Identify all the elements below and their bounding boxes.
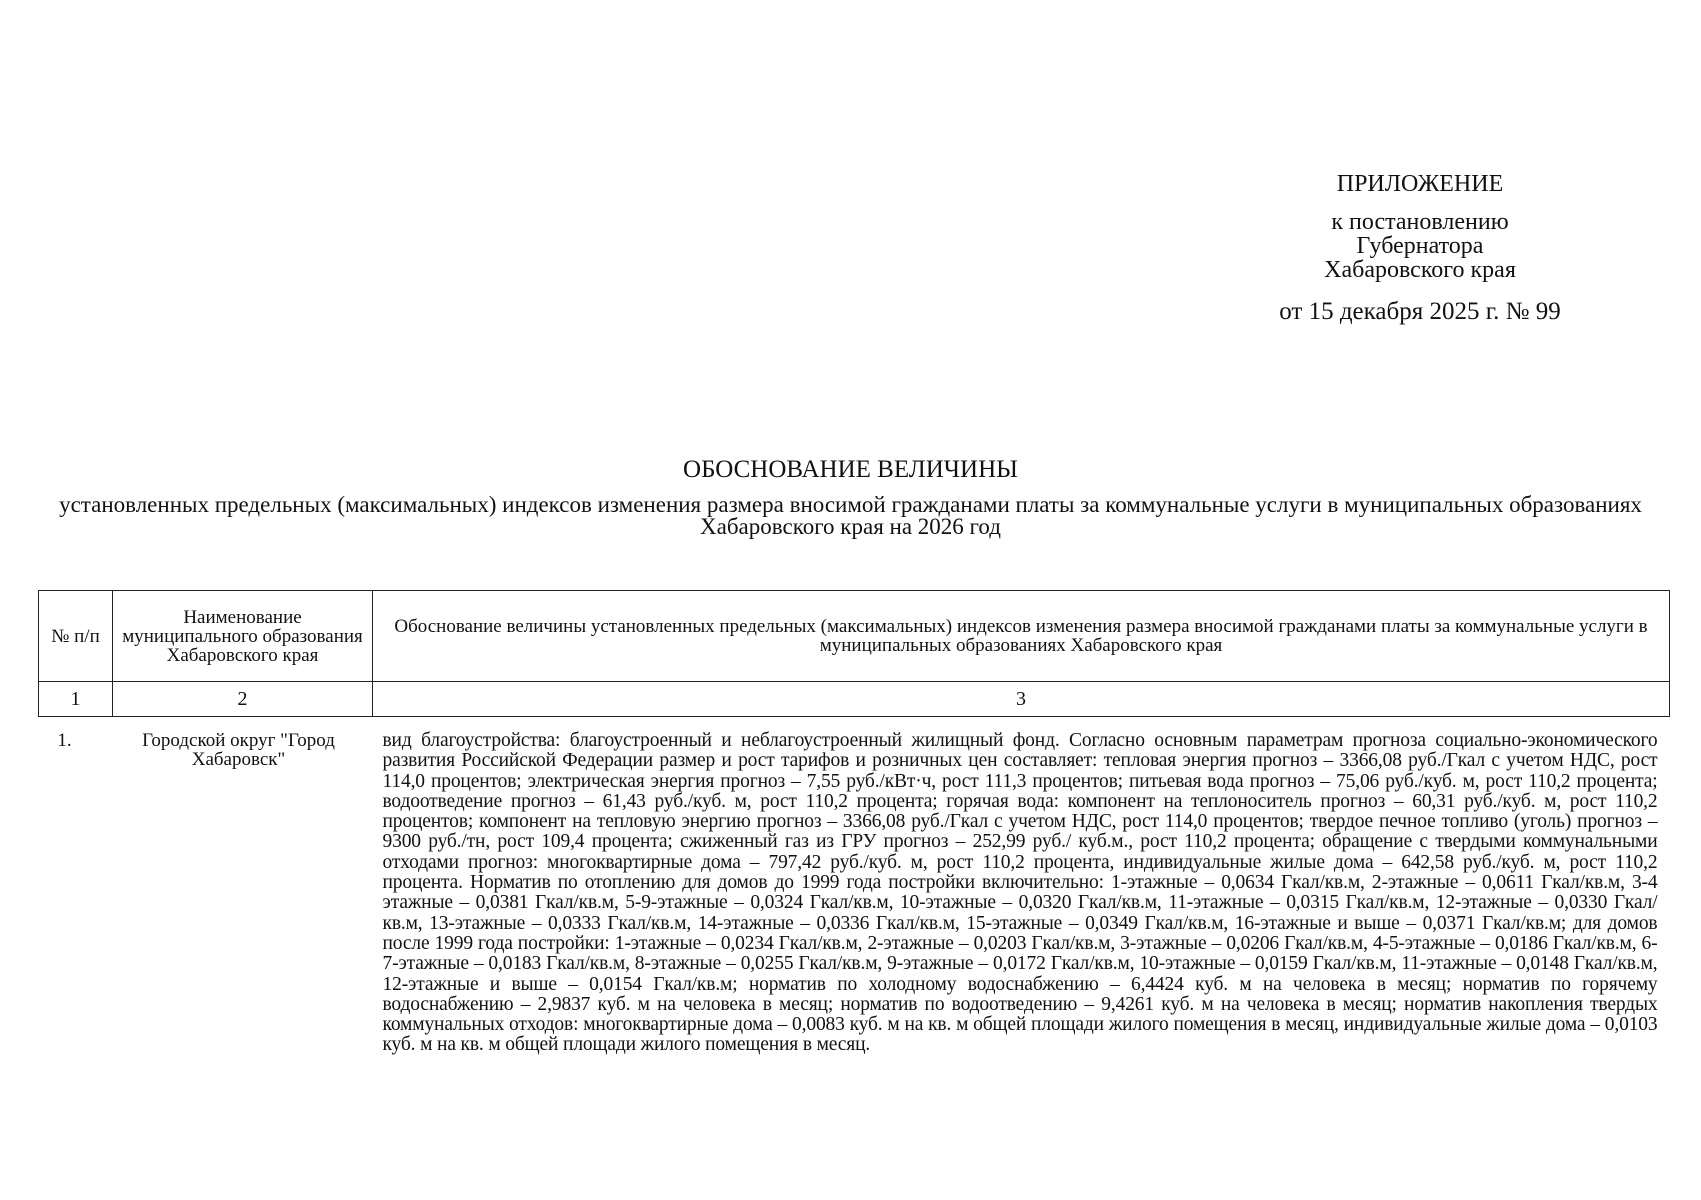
appendix-title: ПРИЛОЖЕНИЕ <box>1336 171 1504 197</box>
appendix-block <box>1240 172 1600 324</box>
header-cell-municipality: Наименование муниципального образования Хабаровского края <box>113 591 373 682</box>
row-municipality-name: Городской округ "Город Хабаровск" <box>142 730 335 770</box>
header-cell-number: № п/п <box>39 591 113 682</box>
appendix-line-resolution: к постановлению <box>1331 209 1509 235</box>
column-number-1: 1 <box>39 682 113 717</box>
document-title: ОБОСНОВАНИЕ ВЕЛИЧИНЫ <box>683 456 1018 483</box>
justification-table <box>38 590 1670 1058</box>
appendix-line-region: Хабаровского края <box>1324 257 1516 283</box>
appendix-date-number: от 15 декабря 2025 г. № 99 <box>1279 298 1561 325</box>
column-number-2: 2 <box>113 682 373 717</box>
header-cell-justification: Обоснование величины установленных предельных (максимальных) индексов изменения размера вносимой гражданами платы за коммунальные услуги в муниципальных образованиях Хабаровского края <box>373 591 1670 682</box>
document-subtitle: установленных предельных (максимальных) индексов изменения размера вносимой гражданами платы за коммунальные услуги в муниципальных образованиях Хабаровского края на 2026 год <box>59 492 1642 539</box>
table-row <box>39 723 1670 1058</box>
row-justification-text: вид благоустройства: благоустроенный и неблагоустроенный жилищный фонд. Согласно основным параметрам прогноза социально-экономического развития Российской Федерации размер и рост тарифов и розничных цен составляет: тепловая энергия прогноз – 3366,08 руб./Гкал с учетом НДС, рост 114,0 процентов; электрическая энергия прогноз – 7,55 руб./кВт·ч, рост 111,3 процентов; питьевая вода прогноз – 75,06 руб./куб. м, рост 110,2 процента; водоотведение прогноз – 61,43 руб./куб. м, рост 110,2 процента; горячая вода: компонент на теплоноситель прогноз – 60,31 руб./куб. м, рост 110,2 процентов; компонент на тепловую энергию прогноз – 3366,08 руб./Гкал с учетом НДС, рост 114,0 процентов; твердое печное топливо (уголь) прогноз – 9300 руб./тн, рост 109,4 процента; сжиженный газ из ГРУ прогноз – 252,99 руб./ куб.м., рост 110,2 процента; обращение с твердыми коммунальными отходами прогноз: многоквартирные дома – 797,42 руб./куб. м, рост 110,2 процента, индивидуальные жилые дома – 642,58 руб./куб. м, рост 110,2 процента. Норматив по отоплению для домов до 1999 года постройки включительно: 1-этажные – 0,0634 Гкал/кв.м, 2-этажные – 0,0611 Гкал/кв.м, 3-4 этажные – 0,0381 Гкал/кв.м, 5-9-этажные – 0,0324 Гкал/кв.м, 10-этажные – 0,0320 Гкал/кв.м, 11-этажные – 0,0315 Гкал/кв.м, 12-этажные – 0,0330 Гкал/кв.м, 13-этажные – 0,0333 Гкал/кв.м, 14-этажные – 0,0336 Гкал/кв.м, 15-этажные – 0,0349 Гкал/кв.м, 16-этажные и выше – 0,0371 Гкал/кв.м; для домов после 1999 года постройки: 1-этажные – 0,0234 Гкал/кв.м, 2-этажные – 0,0203 Гкал/кв.м, 3-этажные – 0,0206 Гкал/кв.м, 4-5-этажные – 0,0186 Гкал/кв.м, 6-7-этажные – 0,0183 Гкал/кв.м, 8-этажные – 0,0255 Гкал/кв.м, 9-этажные – 0,0172 Гкал/кв.м, 10-этажные – 0,0159 Гкал/кв.м, 11-этажные – 0,0148 Гкал/кв.м, 12-этажные и выше – 0,0154 Гкал/кв.м; норматив по холодному водоснабжению – 6,4424 куб. м на человека в месяц; норматив по горячему водоснабжению – 2,9837 куб. м на человека в месяц; норматив по водоотведению – 9,4261 куб. м на человека в месяц; норматив накопления твердых коммунальных отходов: многоквартирные дома – 0,0083 куб. м на кв. м общей площади жилого помещения в месяц, индивидуальные жилые дома – 0,0103 куб. м на кв. м общей площади жилого помещения в месяц. <box>382 730 1658 1056</box>
row-index: 1. <box>57 730 72 751</box>
column-number-3: 3 <box>373 682 1670 717</box>
appendix-line-governor: Губернатора <box>1356 233 1484 259</box>
table-header-row <box>39 591 1670 682</box>
table-column-numbers-row <box>39 682 1670 717</box>
